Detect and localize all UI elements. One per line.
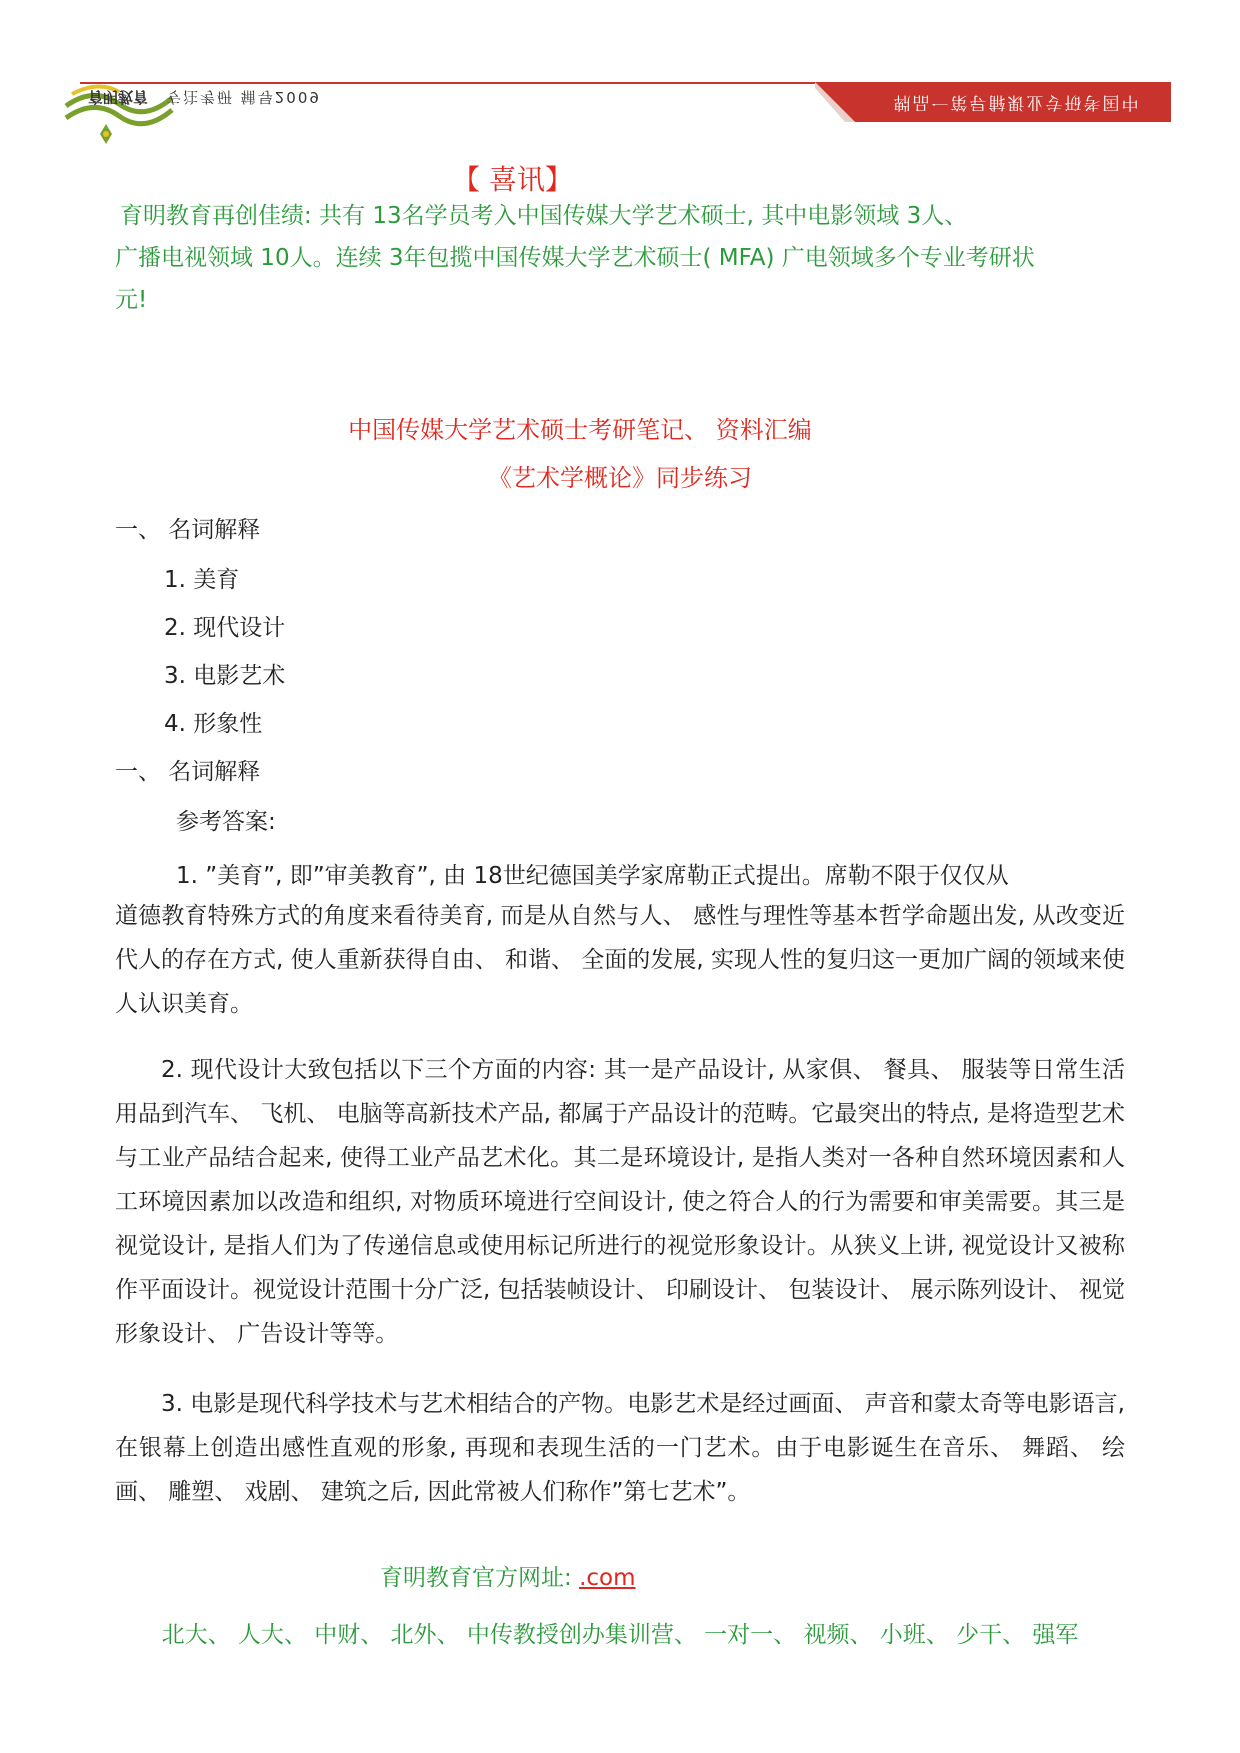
header-slogan: 专注考研 辅导2009	[166, 88, 321, 106]
banner-text: 中国考研专业课辅导第一品牌	[891, 92, 1139, 112]
list-item: 3. 电影艺术	[164, 663, 286, 689]
website-label: 育明教育官方网址:	[380, 1565, 580, 1591]
website-line	[380, 1560, 636, 1596]
answer-1-body: 道德教育特殊方式的角度来看待美育, 而是从自然与人、 感性与理性等基本哲学命题出发, 从改变近代人的存在方式, 使人重新获得自由、 和谐、 全面的发展, 实现人性的复归这一更加广阔的领域来使人认识美育。	[115, 903, 1125, 1017]
answer-2: 2. 现代设计大致包括以下三个方面的内容: 其一是产品设计, 从家俱、 餐具、 服装等日常生活用品到汽车、 飞机、 电脑等高新技术产品, 都属于产品设计的范畴。它最突出的特点, 是将造型艺术与工业产品结合起来, 使得工业产品艺术化。其二是环境设计, 是指人类对一各种自然环境因素和人工环境因素加以改造和组织, 对物质环境进行空间设计, 使之符合人的行为需要和审美需要。其三是视觉设计, 是指人们为了传递信息或使用标记所进行的视觉形象设计。从狭义上讲, 视觉设计又被称作平面设计。视觉设计范围十分广泛, 包括装帧设计、 印刷设计、 包装设计、 展示陈列设计、 视觉形象设计、 广告设计等等。	[115, 1057, 1125, 1347]
list-item: 1. 美育	[164, 567, 240, 593]
answer-3: 3. 电影是现代科学技术与艺术相结合的产物。电影艺术是经过画面、 声音和蒙太奇等电影语言, 在银幕上创造出感性直观的形象, 再现和表现生活的一门艺术。由于电影诞生在音乐、 舞蹈、 绘画、 雕塑、 戏剧、 建筑之后, 因此常被人们称作”第七艺术”。	[115, 1391, 1125, 1505]
answer-label: 参考答案:	[176, 809, 276, 835]
website-link[interactable]: .com	[579, 1565, 636, 1591]
list-item: 4. 形象性	[164, 711, 263, 737]
footer-cities: 北大、 人大、 中财、 北外、 中传教授创办集训营、 一对一、 视频、 小班、 少干、 强军	[161, 1622, 1079, 1648]
section-heading: 一、 名词解释	[115, 517, 261, 543]
announcement-line-3: 元!	[115, 287, 148, 313]
announcement-line-1: 育明教育再创佳绩: 共有 13名学员考入中国传媒大学艺术硕士, 其中电影领域 3人、	[120, 203, 968, 229]
doc-subtitle: 《艺术学概论》同步练习	[488, 464, 752, 492]
answer-1-first-line: 1. ”美育”, 即”审美教育”, 由 18世纪德国美学家席勒正式提出。席勒不限于仅仅从	[176, 863, 1009, 889]
header-divider	[80, 82, 880, 84]
announcement-line-2: 广播电视领域 10人。连续 3年包揽中国传媒大学艺术硕士( MFA) 广电领域多个专业考研状	[115, 245, 1035, 271]
logo-text: 育明教育	[88, 88, 149, 106]
doc-title: 中国传媒大学艺术硕士考研笔记、 资料汇编	[348, 416, 812, 444]
list-item: 2. 现代设计	[164, 615, 286, 641]
page-header	[0, 0, 1240, 150]
section-heading: 一、 名词解释	[115, 759, 261, 785]
announcement-title: 【 喜讯】	[452, 163, 573, 196]
